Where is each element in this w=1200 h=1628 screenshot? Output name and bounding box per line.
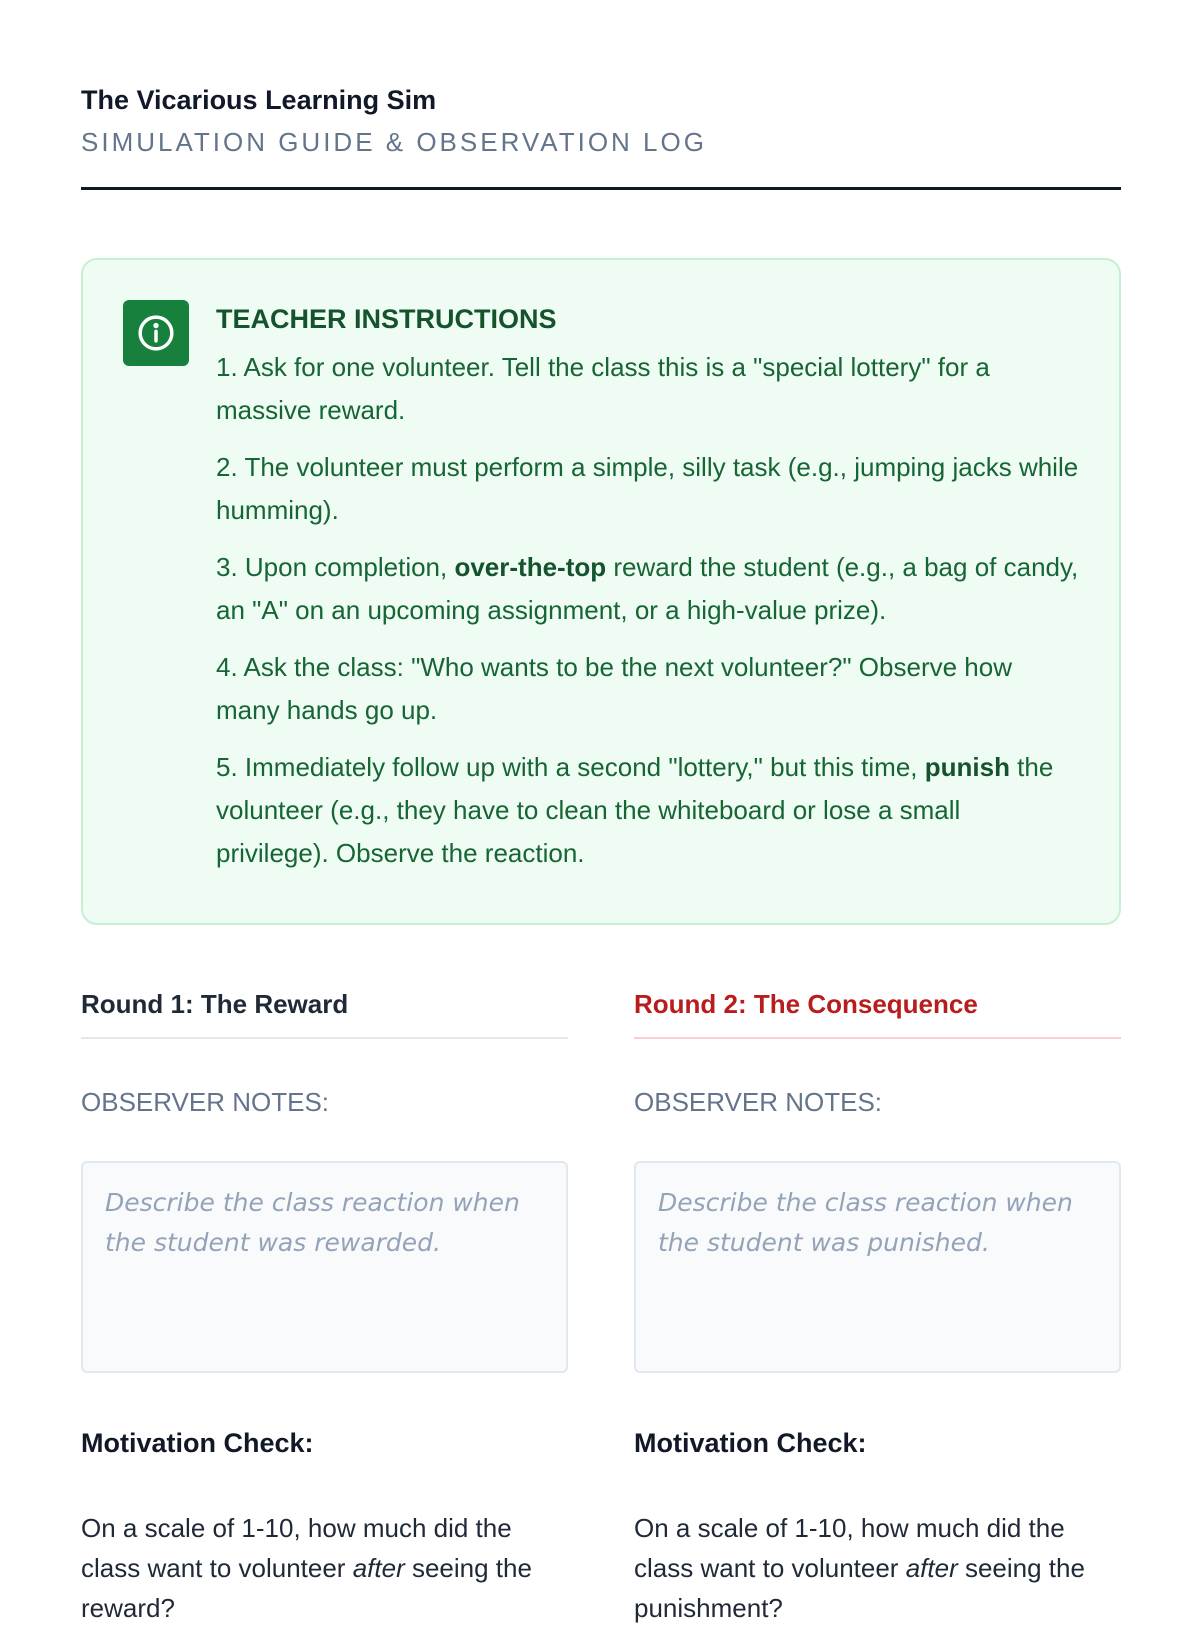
info-icon	[123, 300, 189, 366]
question-text: seeing the punishment?	[634, 1553, 1085, 1623]
motivation-question	[634, 1508, 1121, 1628]
question-text: seeing the reward?	[81, 1553, 532, 1623]
question-text: On a scale of 1-10, how much did the class want to volunteer	[81, 1513, 512, 1583]
rounds-grid	[81, 987, 1121, 1628]
page-header	[81, 0, 1121, 190]
instructions-title: TEACHER INSTRUCTIONS	[216, 304, 557, 334]
motivation-question	[81, 1508, 568, 1628]
step-text: 3. Upon completion,	[216, 552, 455, 582]
motivation-check-label: Motivation Check:	[634, 1428, 867, 1458]
page-title: The Vicarious Learning Sim	[81, 85, 437, 115]
instruction-step-5	[216, 746, 1079, 875]
instruction-step-3	[216, 546, 1079, 632]
step-emphasis: punish	[924, 752, 1010, 782]
round-1-column	[81, 987, 568, 1628]
instruction-step-2	[216, 446, 1079, 532]
page-subtitle: SIMULATION GUIDE & OBSERVATION LOG	[81, 127, 707, 157]
step-text: 4. Ask the class: "Who wants to be the next volunteer?" Observe how many hands go up.	[216, 652, 1012, 725]
step-emphasis: over-the-top	[454, 552, 607, 582]
round-2-notes-input[interactable]	[634, 1161, 1121, 1373]
instructions-body	[216, 300, 1079, 883]
observer-notes-label: OBSERVER NOTES:	[81, 1087, 330, 1117]
instruction-step-1	[216, 346, 1079, 432]
step-text: 1. Ask for one volunteer. Tell the class this is a "special lottery" for a massive reward.	[216, 352, 990, 425]
step-text: the volunteer (e.g., they have to clean the whiteboard or lose a small privilege). Observe the reaction.	[216, 752, 1054, 868]
step-text: 5. Immediately follow up with a second "lottery," but this time,	[216, 752, 925, 782]
round-2-column	[634, 987, 1121, 1628]
question-emphasis: after	[352, 1553, 405, 1583]
round-1-notes-input[interactable]	[81, 1161, 568, 1373]
question-text: On a scale of 1-10, how much did the class want to volunteer	[634, 1513, 1065, 1583]
observer-notes-label: OBSERVER NOTES:	[634, 1087, 883, 1117]
question-emphasis: after	[905, 1553, 958, 1583]
round-2-title: Round 2: The Consequence	[634, 987, 1121, 1039]
step-text: reward the student (e.g., a bag of candy, an "A" on an upcoming assignment, or a high-value prize).	[216, 552, 1079, 625]
motivation-check-label: Motivation Check:	[81, 1428, 314, 1458]
instruction-step-4	[216, 646, 1079, 732]
page	[81, 0, 1121, 1628]
round-1-title: Round 1: The Reward	[81, 987, 568, 1039]
teacher-instructions-callout	[81, 258, 1121, 925]
step-text: 2. The volunteer must perform a simple, silly task (e.g., jumping jacks while humming).	[216, 452, 1079, 525]
